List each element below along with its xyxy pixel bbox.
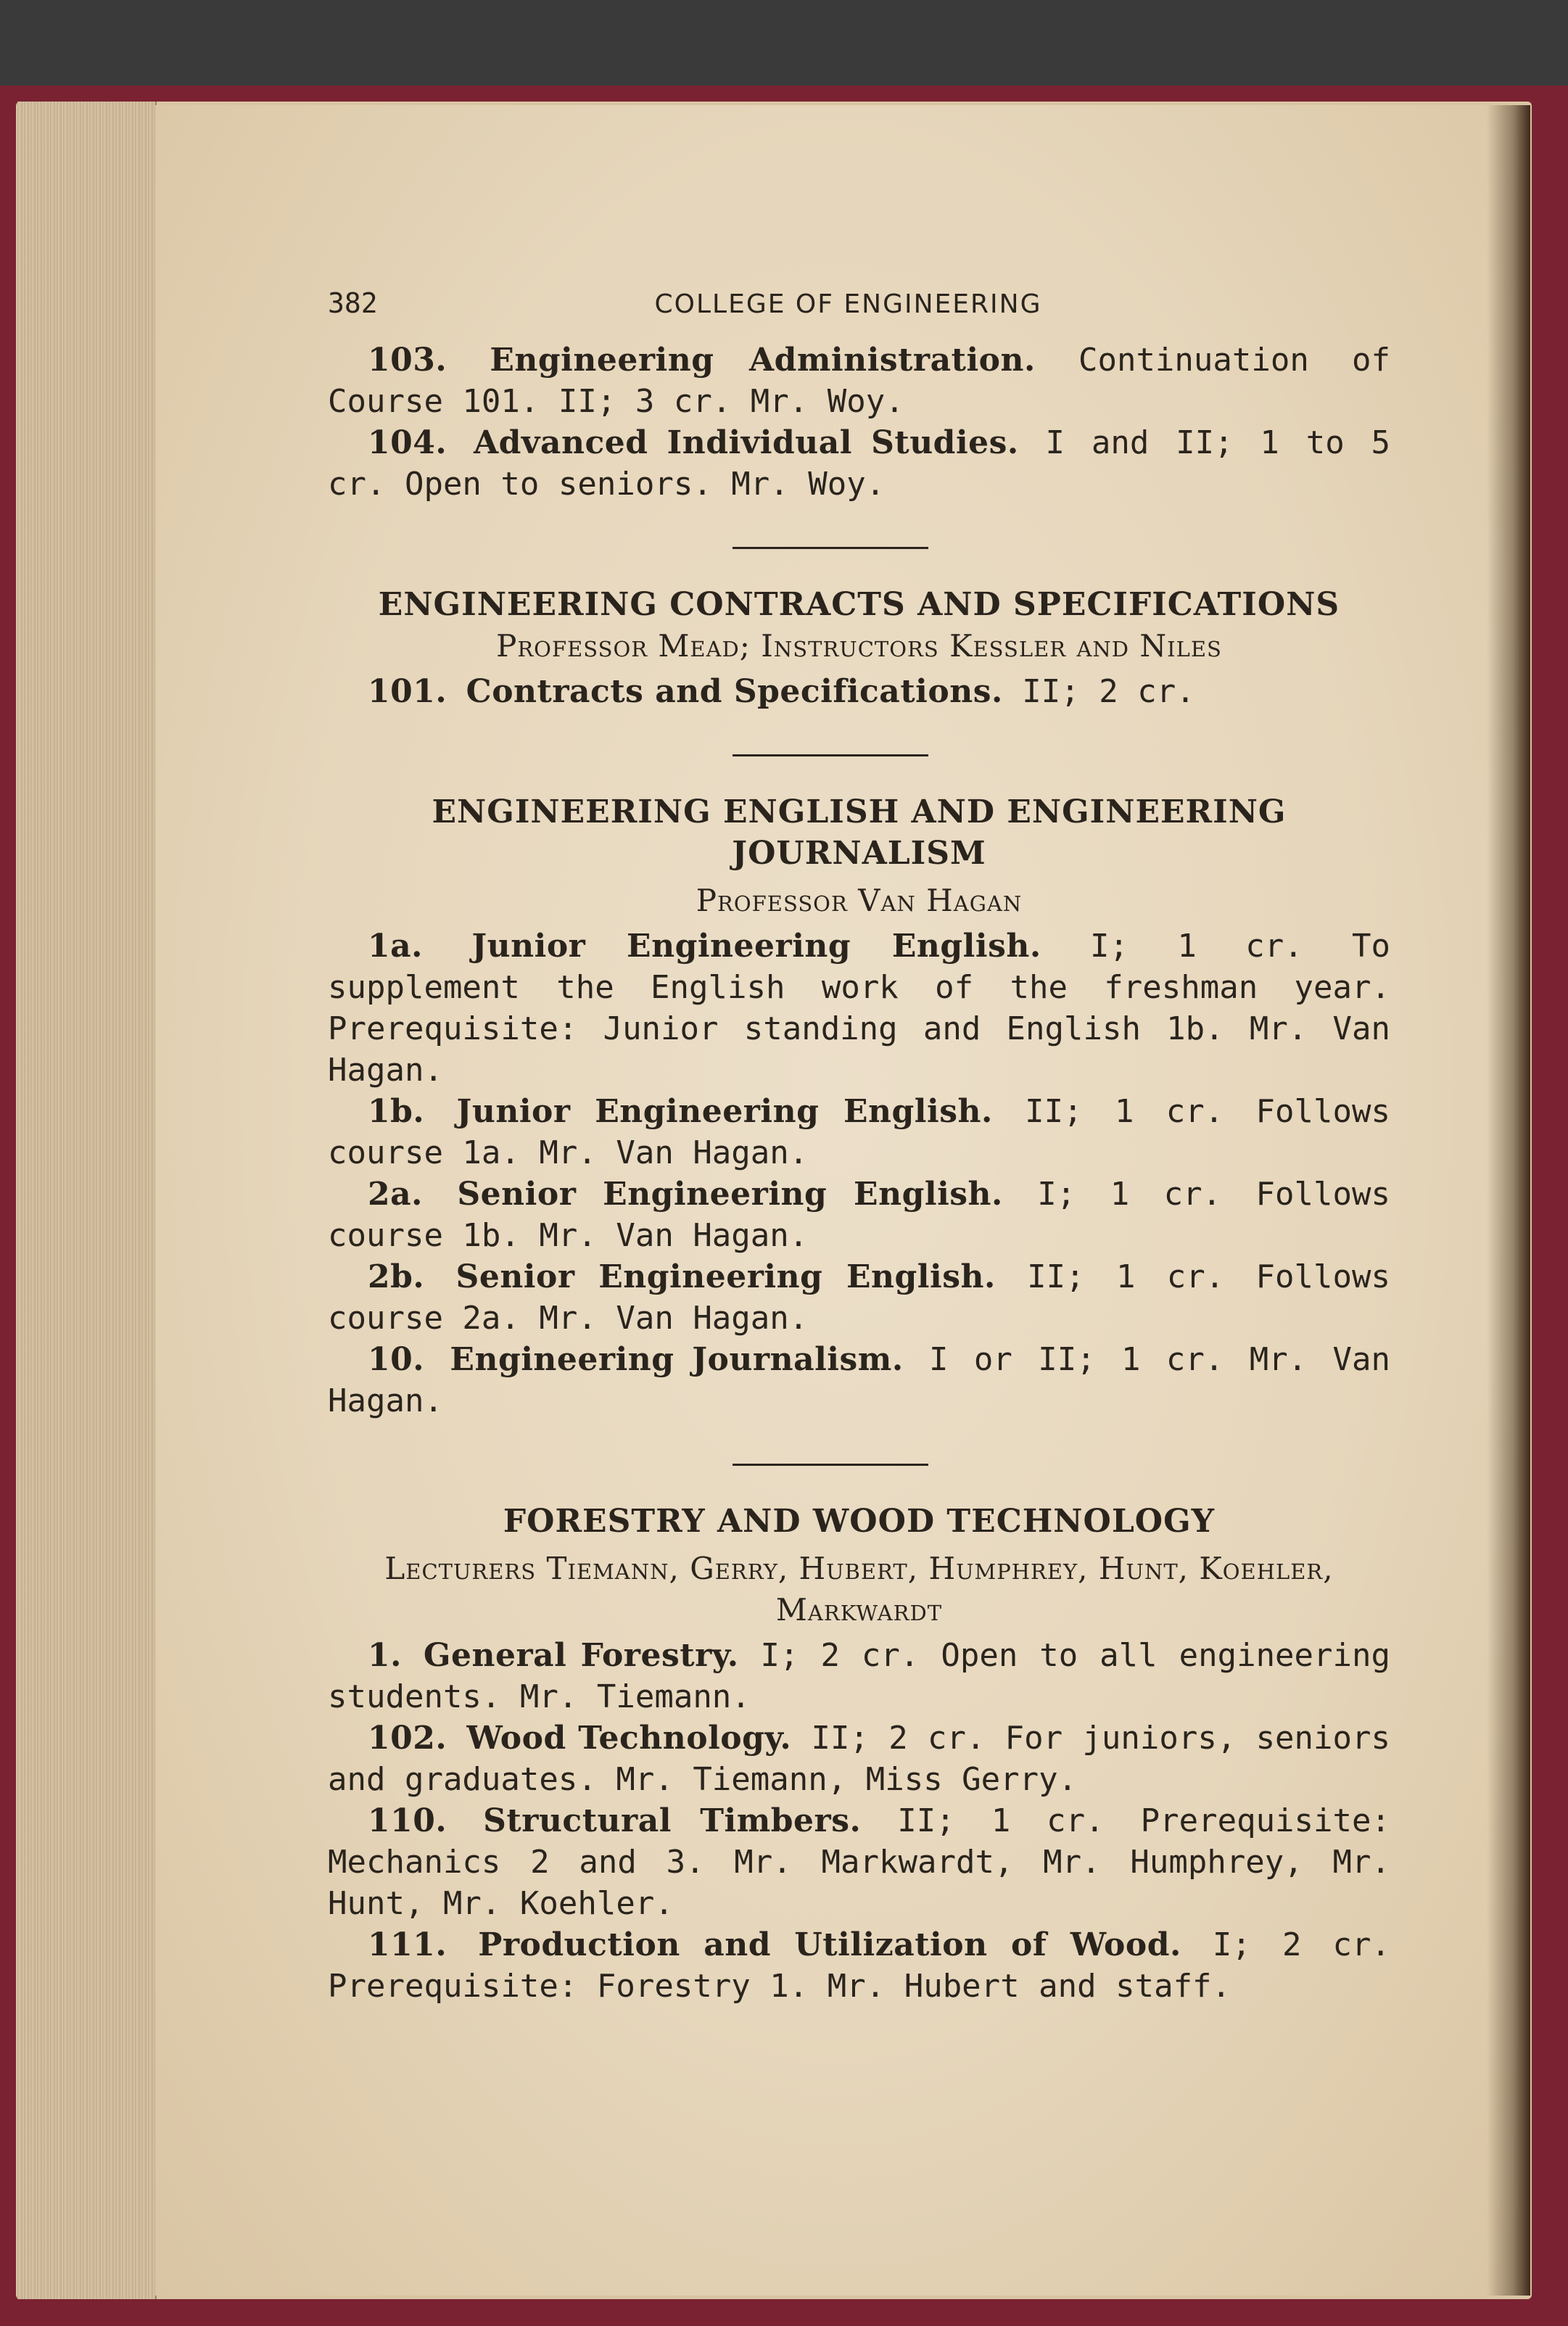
section-staff: Professor Van Hagan [696, 883, 1023, 918]
spine-shadow [1487, 105, 1530, 2296]
course-number: 2b. [368, 1258, 425, 1295]
course-details: I; 1 cr. To supplement the English work of the freshman year. Prerequisite: Junior standing and English 1b. Mr. Van Hagan. [328, 928, 1391, 1089]
section-title: ENGINEERING ENGLISH AND ENGINEERING JOURNALISM [432, 793, 1287, 872]
running-title: COLLEGE OF ENGINEERING [654, 289, 1042, 319]
page-number: 382 [328, 287, 378, 319]
course-details: I and II; 1 to 5 cr. Open to seniors. Mr. Woy. [328, 424, 1390, 503]
course-number: 1b. [368, 1093, 425, 1130]
course-number: 102. [368, 1720, 447, 1757]
course-entry [328, 1800, 1390, 1924]
course-details: II; 1 cr. Prerequisite: Mechanics 2 and 3. Mr. Markwardt, Mr. Humphrey, Mr. Hunt, Mr. Koehler. [328, 1802, 1390, 1922]
section-staff: Lecturers Tiemann, Gerry, Hubert, Humphrey, Hunt, Koehler, Markwardt [384, 1551, 1334, 1628]
section-divider [733, 1464, 928, 1466]
page-content [328, 283, 1390, 2007]
course-details: II; 2 cr. For juniors, seniors and graduates. Mr. Tiemann, Miss Gerry. [328, 1720, 1390, 1798]
course-title: Contracts and Specifications. [466, 673, 1003, 710]
section-title: FORESTRY AND WOOD TECHNOLOGY [503, 1503, 1216, 1540]
section-title: ENGINEERING CONTRACTS AND SPECIFICATIONS [378, 586, 1340, 623]
course-details: I or II; 1 cr. Mr. Van Hagan. [328, 1341, 1390, 1419]
course-entry [328, 1717, 1390, 1800]
course-entry [328, 1924, 1390, 2007]
course-number: 111. [368, 1926, 447, 1963]
course-details: II; 1 cr. Follows course 1a. Mr. Van Hagan. [328, 1093, 1390, 1171]
course-number: 10. [368, 1341, 425, 1378]
course-title: Junior Engineering English. [471, 928, 1041, 965]
course-details: II; 1 cr. Follows course 2a. Mr. Van Hagan. [328, 1258, 1390, 1337]
course-entry [328, 339, 1390, 422]
course-title: Advanced Individual Studies. [473, 424, 1019, 461]
course-details: Continuation of Course 101. II; 3 cr. Mr. Woy. [328, 342, 1390, 420]
course-entry [328, 1339, 1390, 1422]
section-divider [733, 754, 928, 756]
course-entry [328, 1091, 1390, 1174]
section-divider [733, 547, 928, 549]
course-entry [328, 1256, 1390, 1339]
course-number: 103. [368, 342, 447, 379]
course-number: 1. [368, 1637, 402, 1674]
course-details: I; 2 cr. Open to all engineering students. Mr. Tiemann. [328, 1637, 1390, 1715]
course-entry [328, 1174, 1390, 1256]
course-number: 110. [368, 1802, 447, 1839]
course-number: 101. [368, 673, 447, 710]
page-edges [17, 102, 157, 2299]
course-number: 2a. [368, 1176, 423, 1213]
course-entry [328, 925, 1390, 1091]
course-title: Senior Engineering English. [455, 1258, 996, 1295]
page-header [328, 283, 1390, 329]
course-title: Engineering Administration. [490, 342, 1036, 379]
course-details: II; 2 cr. [1002, 673, 1195, 710]
course-title: Wood Technology. [466, 1720, 792, 1757]
course-entry [328, 422, 1390, 505]
course-title: Structural Timbers. [483, 1802, 862, 1839]
section-staff: Professor Mead; Instructors Kessler and Niles [496, 628, 1222, 664]
course-title: Production and Utilization of Wood. [478, 1926, 1181, 1963]
course-title: Junior Engineering English. [456, 1093, 993, 1130]
course-title: Engineering Journalism. [450, 1341, 904, 1378]
course-title: Senior Engineering English. [457, 1176, 1003, 1213]
scan-background [0, 0, 1568, 87]
course-title: General Forestry. [423, 1637, 739, 1674]
course-number: 1a. [368, 928, 423, 965]
course-entry [328, 1635, 1390, 1717]
course-entry [328, 671, 1390, 712]
course-number: 104. [368, 424, 447, 461]
course-details: I; 1 cr. Follows course 1b. Mr. Van Hagan. [328, 1176, 1390, 1254]
course-details: I; 2 cr. Prerequisite: Forestry 1. Mr. Hubert and staff. [328, 1926, 1390, 2005]
